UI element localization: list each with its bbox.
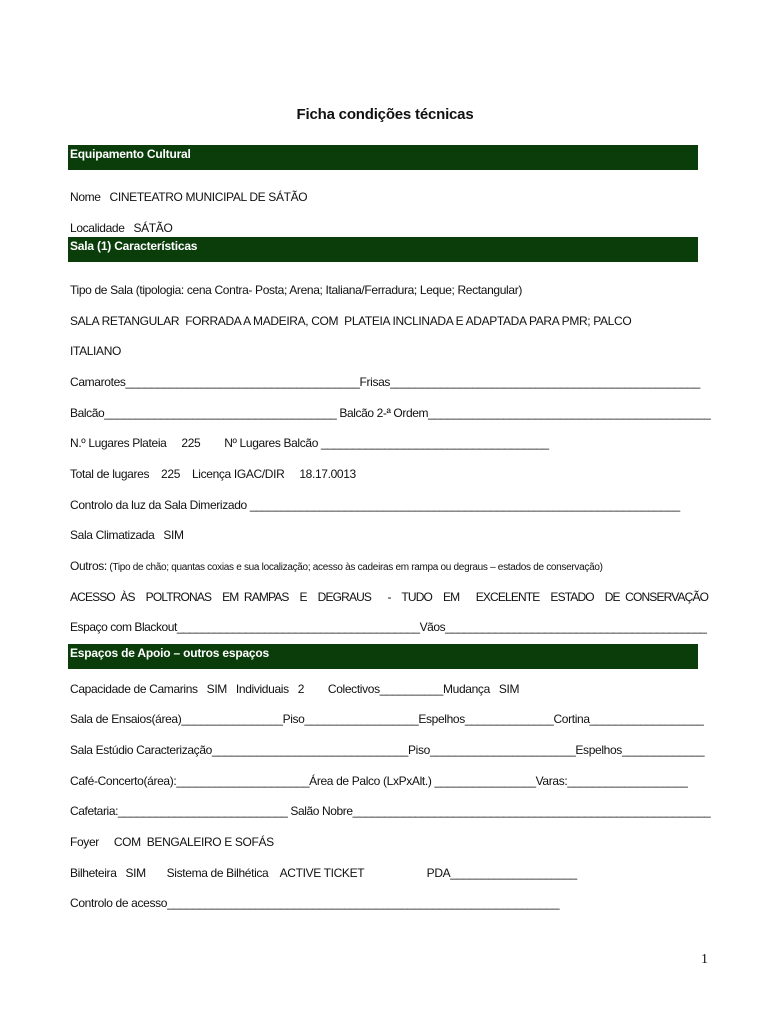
field-outros-label: Outros: xyxy=(70,559,107,573)
field-cafe-concerto: Café-Concerto(área):_____________________Área de Palco (LxPxAlt.) ________________Varas:___________________ xyxy=(70,774,688,788)
field-tipo-sala-value-1: SALA RETANGULAR FORRADA A MADEIRA, COM PLATEIA INCLINADA E ADAPTADA PARA PMR; PALCO xyxy=(70,314,632,328)
field-bilheteira: Bilheteira SIM Sistema de Bilhética ACTIVE TICKET PDA____________________ xyxy=(70,866,577,880)
field-camarotes-frisas: Camarotes_____________________________________Frisas_________________________________________________ xyxy=(70,375,700,389)
field-outros-note: (Tipo de chão; quantas coxias e sua localização; acesso às cadeiras em rampa ou degraus – estados de conservação) xyxy=(106,562,603,573)
field-sala-estudio: Sala Estúdio Caracterização_______________________________Piso_______________________Espelhos_____________ xyxy=(70,743,705,757)
field-balcao: Balcão_____________________________________ Balcão 2-ª Ordem_____________________________________________ xyxy=(70,406,711,420)
field-tipo-sala-label: Tipo de Sala (tipologia: cena Contra- Posta; Arena; Italiana/Ferradura; Leque; Rectangular) xyxy=(70,283,522,297)
field-outros xyxy=(70,559,603,575)
field-lugares: N.º Lugares Plateia 225 Nº Lugares Balcão ____________________________________ xyxy=(70,436,549,450)
field-sala-ensaios: Sala de Ensaios(área)________________Piso__________________Espelhos______________Cortina__________________ xyxy=(70,712,704,726)
field-controlo-acesso: Controlo de acesso______________________________________________________________ xyxy=(70,896,560,910)
field-climatizada: Sala Climatizada SIM xyxy=(70,528,184,542)
section-header-apoio: Espaços de Apoio – outros espaços xyxy=(68,644,698,669)
field-total-lugares: Total de lugares 225 Licença IGAC/DIR 18.17.0013 xyxy=(70,467,356,481)
section-header-sala: Sala (1) Características xyxy=(68,237,698,262)
field-nome: Nome CINETEATRO MUNICIPAL DE SÁTÃO xyxy=(70,190,308,204)
field-blackout-vaos: Espaço com Blackout_______________________________________Vãos__________________________________________ xyxy=(70,620,707,634)
field-foyer: Foyer COM BENGALEIRO E SOFÁS xyxy=(70,835,274,849)
field-camarins: Capacidade de Camarins SIM Individuais 2 Colectivos__________Mudança SIM xyxy=(70,682,520,696)
page-title: Ficha condições técnicas xyxy=(296,106,474,123)
page-number: 1 xyxy=(701,952,708,967)
field-cafetaria: Cafetaria:___________________________ Salão Nobre_________________________________________________________ xyxy=(70,804,711,818)
section-header-equipamento: Equipamento Cultural xyxy=(68,145,698,170)
field-localidade: Localidade SÁTÃO xyxy=(70,221,173,235)
field-outros-value: ACESSO ÀS POLTRONAS EM RAMPAS E DEGRAUS - TUDO EM EXCELENTE ESTADO DE CONSERVAÇÃO xyxy=(70,590,709,604)
field-tipo-sala-value-2: ITALIANO xyxy=(70,344,121,358)
field-controlo-luz: Controlo da luz da Sala Dimerizado ____________________________________________________________________ xyxy=(70,498,680,512)
